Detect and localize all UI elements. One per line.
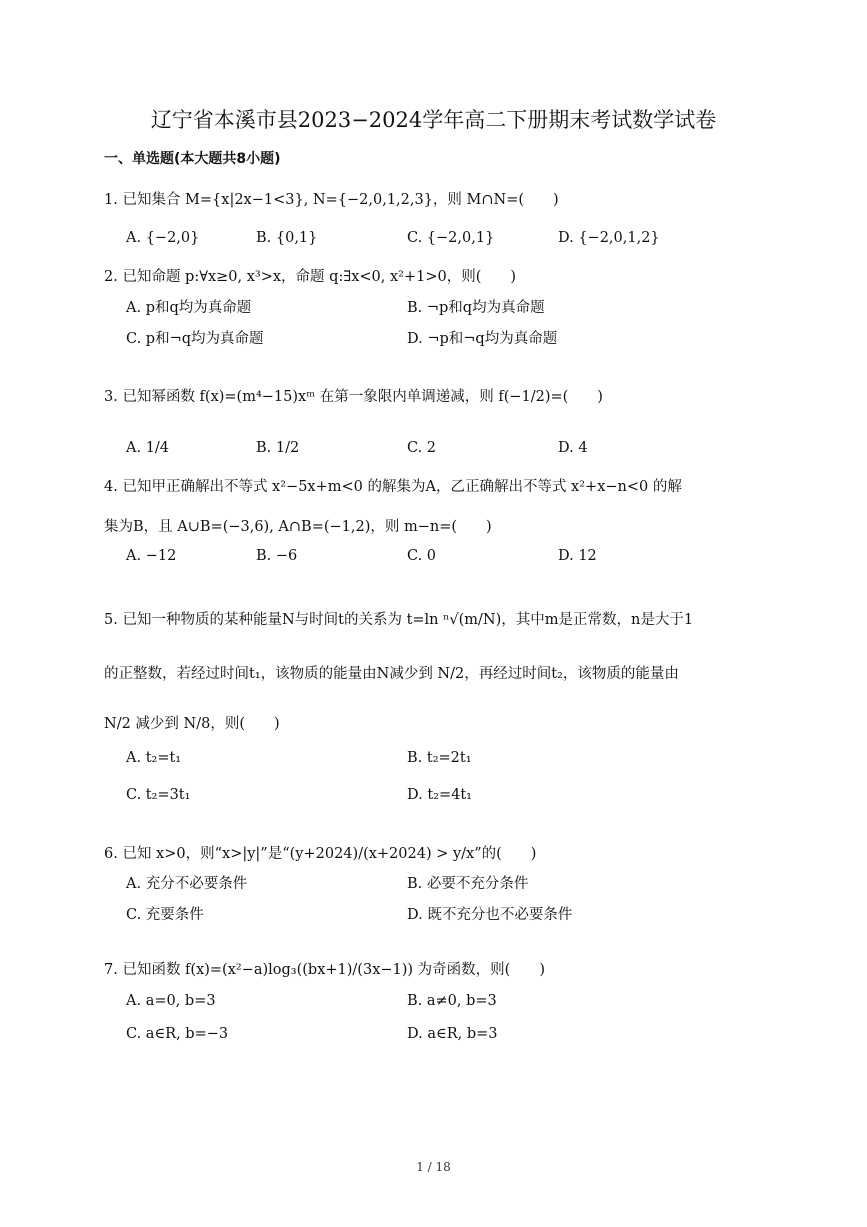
page-number: 1 / 18	[416, 1160, 451, 1174]
q4-option-a: A. −12	[126, 548, 177, 564]
q7-option-b: B. a≠0, b=3	[407, 993, 497, 1009]
q5-option-d: D. t₂=4t₁	[407, 787, 472, 803]
question-7-stem: 7. 已知函数 f(x)=(x²−a)log₃((bx+1)/(3x−1)) 为奇函数，则( )	[104, 962, 545, 978]
q3-option-c: C. 2	[407, 440, 437, 456]
q5-option-c: C. t₂=3t₁	[126, 787, 191, 803]
question-4-stem: 4. 已知甲正确解出不等式 x²−5x+m<0 的解集为A，乙正确解出不等式 x²+x−n<0 的解	[104, 479, 682, 495]
q2-option-a: A. p和q均为真命题	[126, 300, 252, 316]
q6-option-c: C. 充要条件	[126, 907, 204, 923]
q1-option-a: A. {−2,0}	[126, 230, 200, 246]
q1-option-b: B. {0,1}	[256, 230, 318, 246]
q2-option-c: C. p和¬q均为真命题	[126, 331, 264, 347]
question-5-stem: 5. 已知一种物质的某种能量N与时间t的关系为 t=ln ⁿ√(m/N)，其中m是正常数，n是大于1	[104, 612, 694, 628]
q5-option-b: B. t₂=2t₁	[407, 750, 472, 766]
q6-option-d: D. 既不充分也不必要条件	[407, 907, 573, 923]
q6-option-a: A. 充分不必要条件	[126, 876, 248, 892]
exam-title: 辽宁省本溪市县2023−2024学年高二下册期末考试数学试卷	[150, 108, 717, 132]
question-5-stem-cont: 的正整数，若经过时间t₁，该物质的能量由N减少到 N/2，再经过时间t₂，该物质的能量由	[104, 666, 679, 682]
q2-option-d: D. ¬p和¬q均为真命题	[407, 331, 558, 347]
q4-option-d: D. 12	[558, 548, 597, 564]
q7-option-c: C. a∈R, b=−3	[126, 1026, 229, 1042]
q5-option-a: A. t₂=t₁	[126, 750, 182, 766]
q3-option-d: D. 4	[558, 440, 588, 456]
question-2-stem: 2. 已知命题 p:∀x≥0, x³>x，命题 q:∃x<0, x²+1>0，则( )	[104, 269, 517, 285]
q3-option-b: B. 1/2	[256, 440, 300, 456]
question-6-stem: 6. 已知 x>0，则“x>|y|”是“(y+2024)/(x+2024) > y/x”的( )	[104, 846, 537, 862]
question-3-stem: 3. 已知幂函数 f(x)=(m⁴−15)xᵐ 在第一象限内单调递减，则 f(−1/2)=( )	[104, 389, 603, 405]
q6-option-b: B. 必要不充分条件	[407, 876, 529, 892]
question-1-stem: 1. 已知集合 M={x|2x−1<3}, N={−2,0,1,2,3}，则 M∩N=( )	[104, 192, 559, 208]
section-heading: 一、单选题(本大题共8小题)	[104, 151, 281, 167]
q4-option-c: C. 0	[407, 548, 437, 564]
question-4-stem-cont: 集为B，且 A∪B=(−3,6), A∩B=(−1,2)，则 m−n=( )	[104, 519, 492, 535]
q4-option-b: B. −6	[256, 548, 298, 564]
q7-option-a: A. a=0, b=3	[126, 993, 216, 1009]
q1-option-c: C. {−2,0,1}	[407, 230, 495, 246]
q2-option-b: B. ¬p和q均为真命题	[407, 300, 545, 316]
q1-option-d: D. {−2,0,1,2}	[558, 230, 660, 246]
question-5-stem-end: N/2 减少到 N/8，则( )	[104, 716, 280, 732]
q3-option-a: A. 1/4	[126, 440, 170, 456]
q7-option-d: D. a∈R, b=3	[407, 1026, 498, 1042]
